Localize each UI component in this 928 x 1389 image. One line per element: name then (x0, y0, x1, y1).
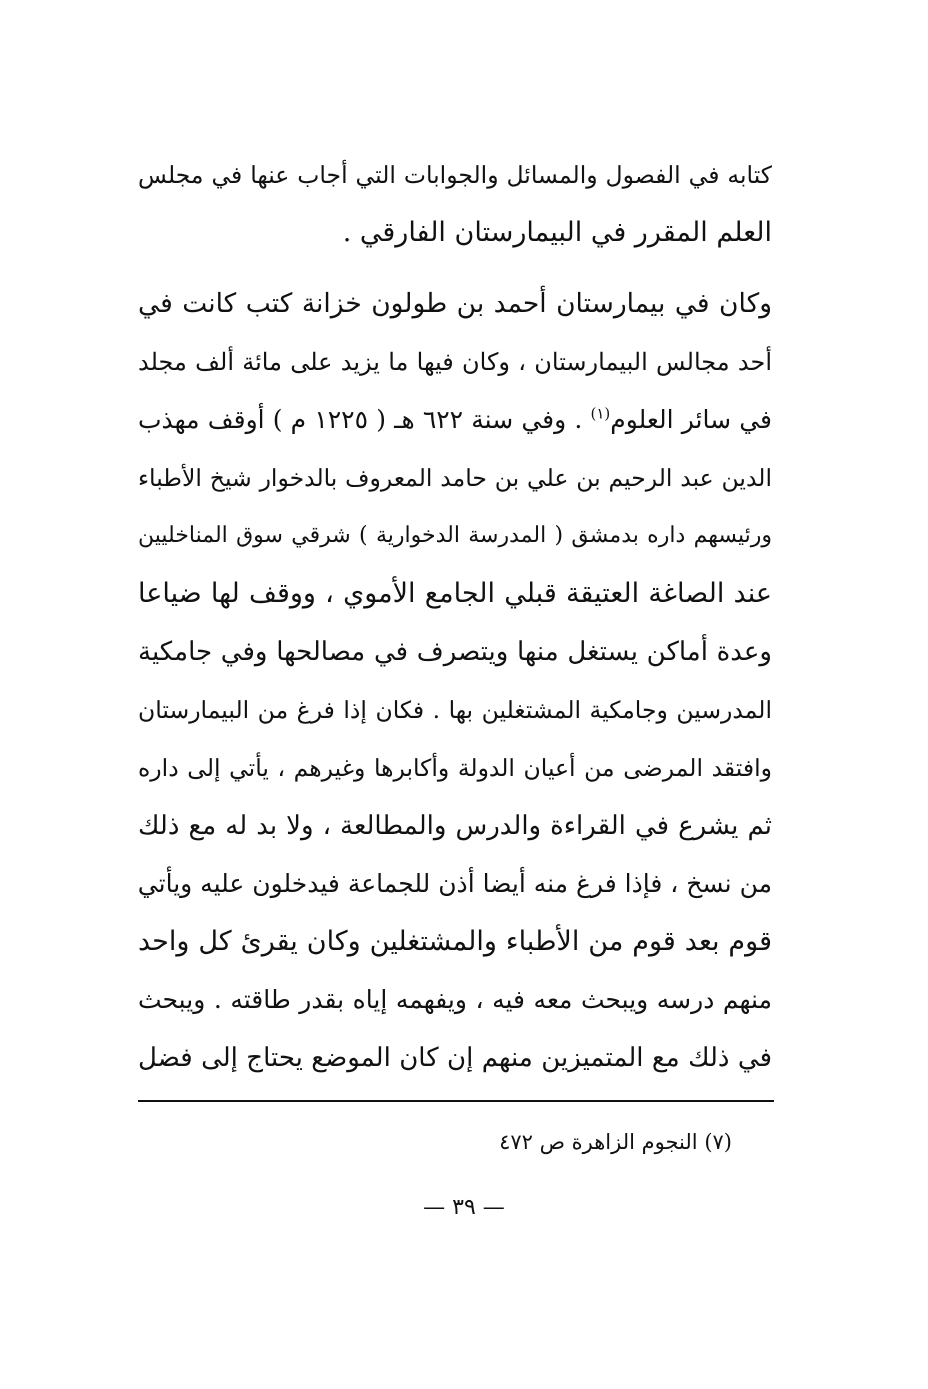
text-line-10: المدرسين وجامكية المشتغلين بها . فكان إذا فرغ من البيمارستان (138, 696, 772, 724)
text-line-13: من نسخ ، فإذا فرغ منه أيضا أذن للجماعة فيدخلون عليه ويأتي (137, 869, 772, 898)
text-line-7: ورئيسهم داره بدمشق ( المدرسة الدخوارية ) شرقي سوق المناخليين (138, 523, 772, 548)
text-line-14: قوم بعد قوم من الأطباء والمشتغلين وكان يقرئ كل واحد (138, 926, 773, 957)
footnote-number: (٧) (704, 1130, 732, 1154)
text-line-9: وعدة أماكن يستغل منها ويتصرف في مصالحها وفي جامكية (138, 637, 772, 667)
text-line-5-end: . وفي سنة ٦٢٢ هـ ( ١٢٢٥ م ) أوقف مهذب (138, 405, 583, 434)
text-line-16: في ذلك مع المتميزين منهم إن كان الموضع يحتاج إلى فضل (138, 1043, 772, 1073)
footnote-reference: (١) (590, 404, 611, 423)
text-line-6: الدين عبد الرحيم بن علي بن حامد المعروف بالدخوار شيخ الأطباء (138, 464, 772, 492)
text-line-15: منهم درسه ويبحث معه فيه ، ويفهمه إياه بقدر طاقته . ويبحث (138, 985, 772, 1014)
text-line-11: وافتقد المرضى من أعيان الدولة وأكابرها وغيرهم ، يأتي إلى داره (138, 754, 772, 782)
text-line-1: كتابه في الفصول والمسائل والجوابات التي أجاب عنها في مجلس (138, 161, 772, 189)
footnote-divider (138, 1100, 774, 1102)
text-line-5-start: في سائر العلوم (610, 405, 772, 434)
footnote (499, 1124, 732, 1160)
text-line-5 (138, 395, 772, 445)
footnote-text: النجوم الزاهرة ص ٤٧٢ (499, 1130, 698, 1154)
text-line-12: ثم يشرع في القراءة والدرس والمطالعة ، ولا بد له مع ذلك (138, 811, 772, 841)
page-number: — ٣٩ — (423, 1195, 505, 1220)
text-line-3: وكان في بيمارستان أحمد بن طولون خزانة كتب كانت في (138, 288, 772, 319)
text-line-4: أحد مجالس البيمارستان ، وكان فيها ما يزيد على مائة ألف مجلد (138, 348, 772, 376)
text-line-2: العلم المقرر في البيمارستان الفارقي . (342, 217, 772, 248)
text-line-8: عند الصاغة العتيقة قبلي الجامع الأموي ، ووقف لها ضياعا (138, 578, 772, 609)
